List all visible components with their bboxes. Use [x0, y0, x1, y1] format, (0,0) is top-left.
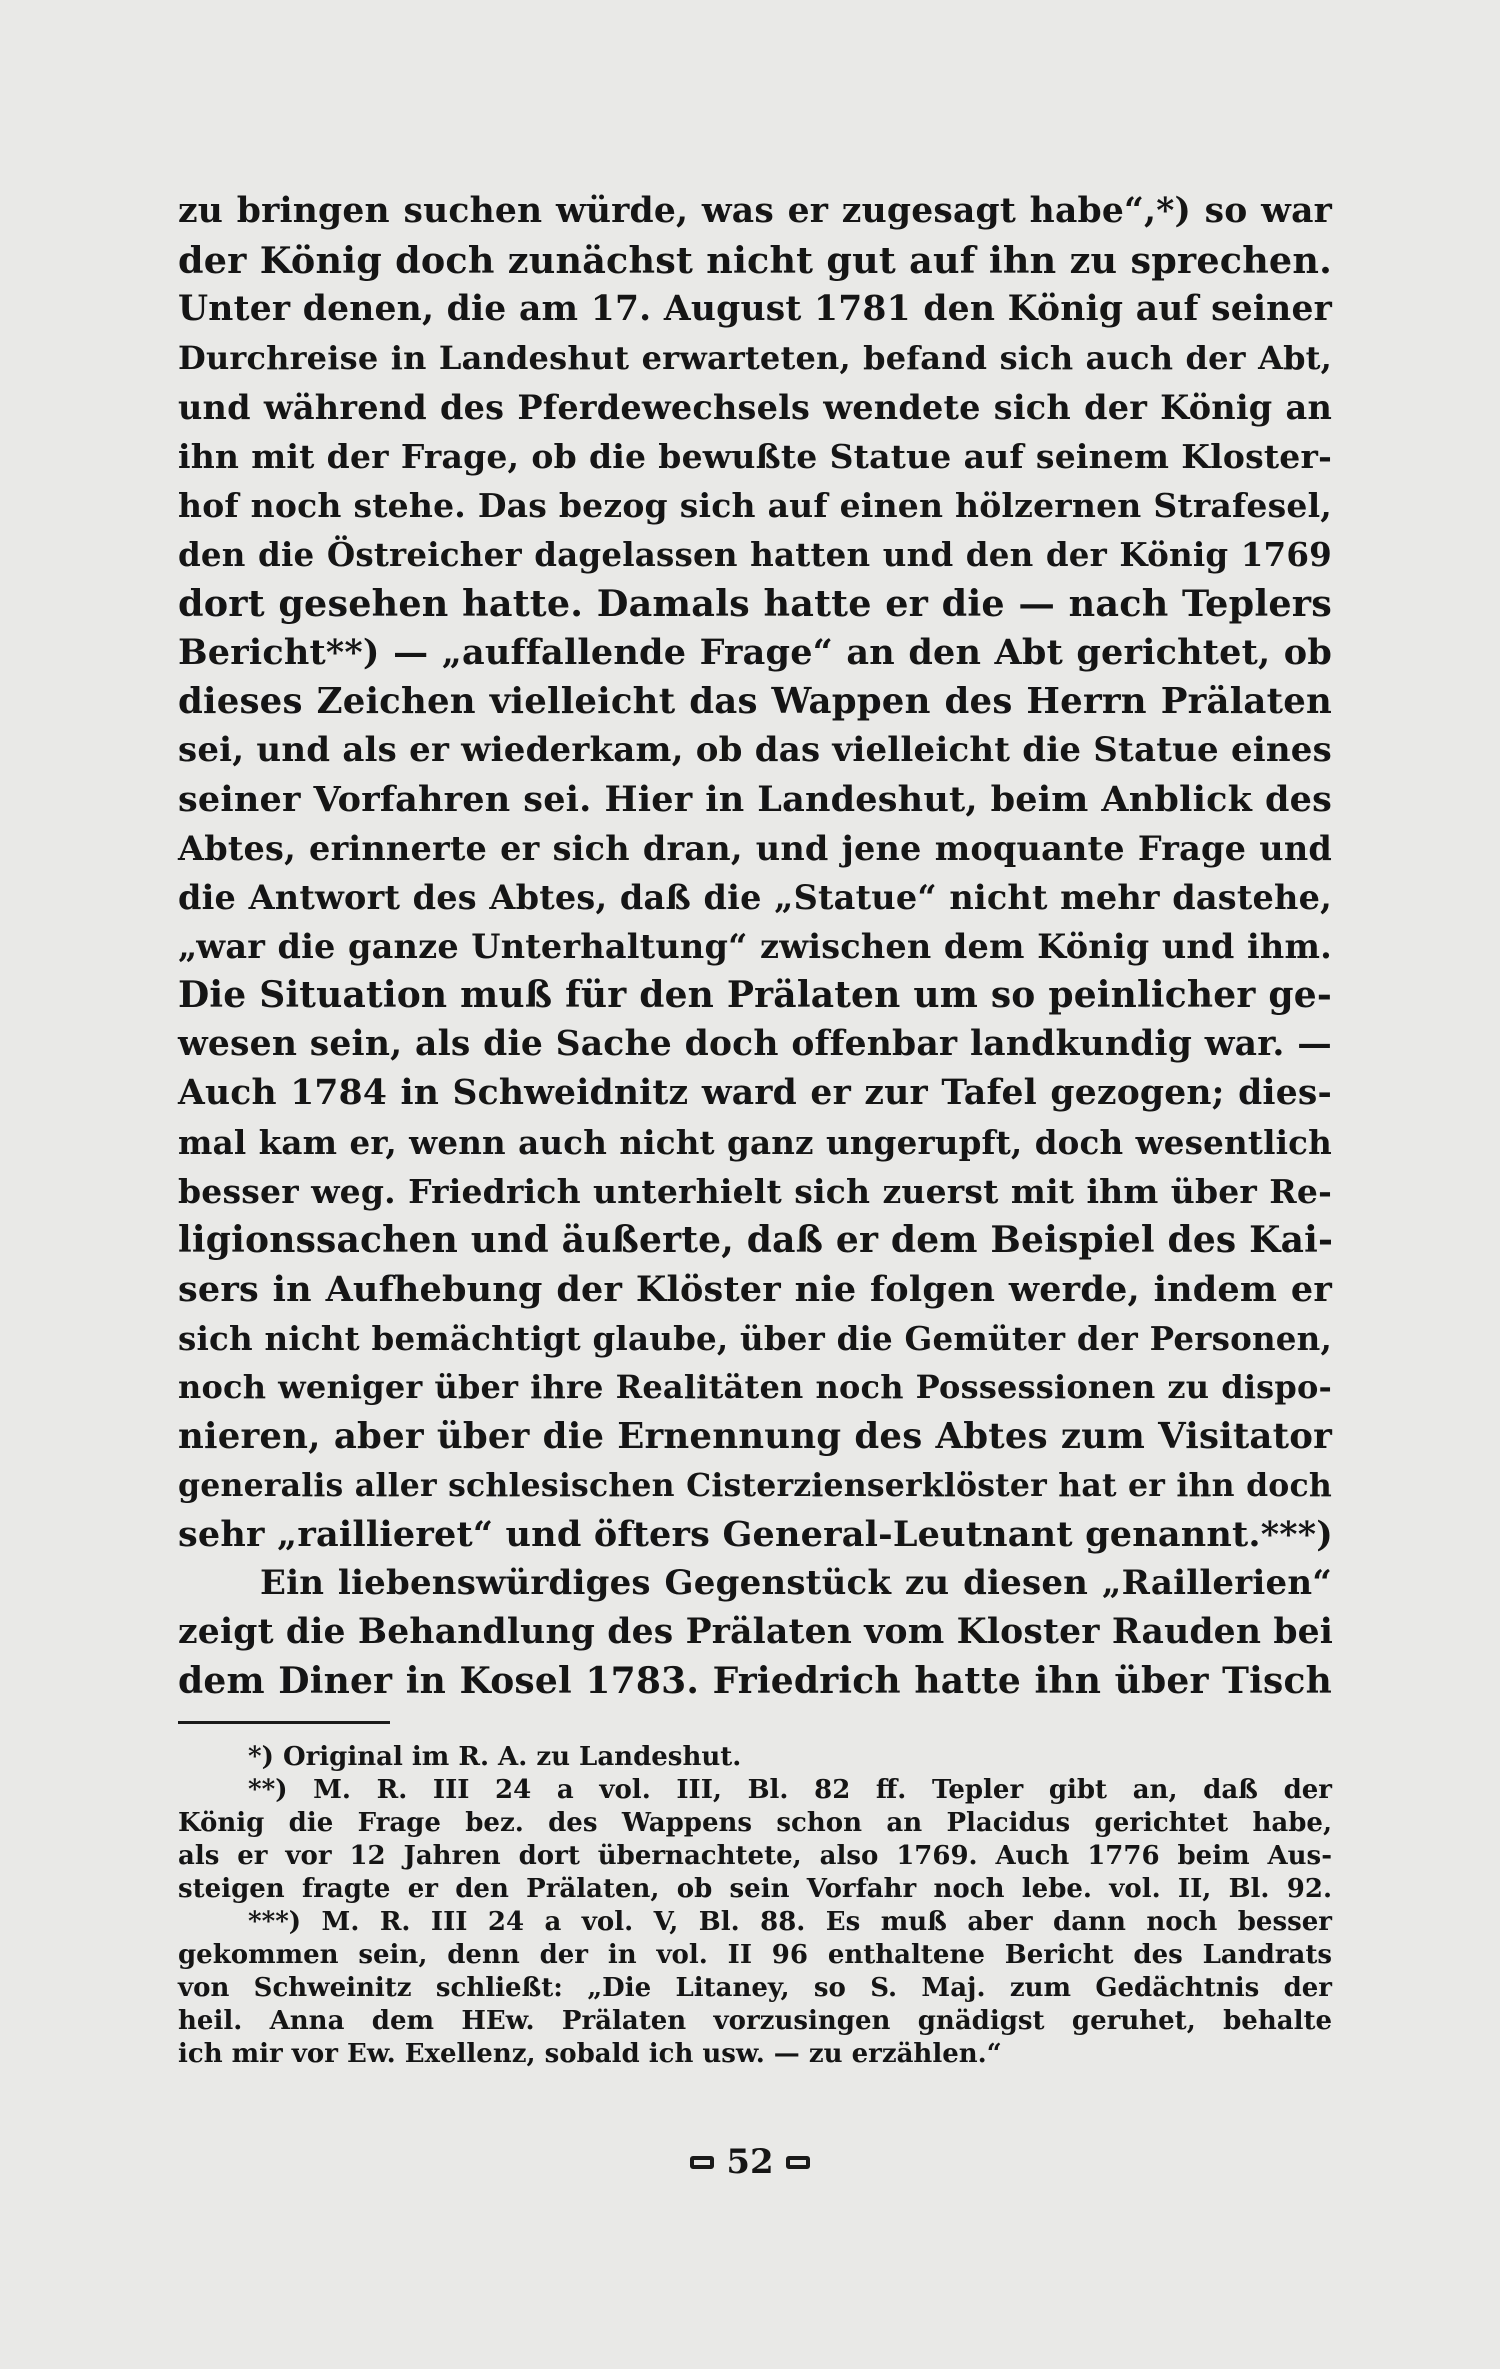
text-line: zu bringen suchen würde, was er zugesagt habe“,*) so war: [178, 191, 1332, 231]
footnote-line: von Schweinitz schließt: „Die Litaney, so S. Maj. zum Gedächtnis der: [178, 1973, 1332, 2003]
text-line: noch weniger über ihre Realitäten noch Possessionen zu dispo-: [178, 1368, 1332, 1406]
text-line: Durchreise in Landeshut erwarteten, befand sich auch der Abt,: [178, 339, 1332, 377]
text-line: besser weg. Friedrich unterhielt sich zuerst mit ihm über Re-: [178, 1172, 1332, 1211]
text-line: mal kam er, wenn auch nicht ganz ungerupft, doch wesentlich: [178, 1123, 1332, 1162]
text-line: Bericht**) — „auffallende Frage“ an den Abt gerichtet, ob: [178, 632, 1332, 673]
footnote-line: als er vor 12 Jahren dort übernachtete, also 1769. Auch 1776 beim Aus-: [178, 1841, 1332, 1871]
text-line: dem Diner in Kosel 1783. Friedrich hatte ihn über Tisch: [178, 1660, 1332, 1702]
text-line: Abtes, erinnerte er sich dran, und jene moquante Frage und: [178, 829, 1332, 868]
footnote-line: ***) M. R. III 24 a vol. V, Bl. 88. Es muß aber dann noch besser: [248, 1907, 1332, 1937]
text-line: Unter denen, die am 17. August 1781 den König auf seiner: [178, 289, 1332, 329]
text-line: den die Östreicher dagelassen hatten und den der König 1769: [178, 535, 1332, 574]
text-line: Die Situation muß für den Prälaten um so peinlicher ge-: [178, 974, 1332, 1016]
text-line: ihn mit der Frage, ob die bewußte Statue auf seinem Kloster-: [178, 437, 1332, 476]
text-line: sehr „raillieret“ und öfters General-Leutnant genannt.***): [178, 1514, 1334, 1555]
text-line: und während des Pferdewechsels wendete sich der König an: [178, 388, 1332, 427]
page-number-footer: [0, 2142, 1500, 2182]
footnote-line: steigen fragte er den Prälaten, ob sein Vorfahr noch lebe. vol. II, Bl. 92.: [178, 1874, 1332, 1904]
text-line: Auch 1784 in Schweidnitz ward er zur Tafel gezogen; dies-: [178, 1073, 1332, 1113]
text-line: wesen sein, als die Sache doch offenbar landkundig war. —: [178, 1024, 1332, 1064]
main-text-block: [178, 187, 1332, 1706]
page-number: 52: [726, 2142, 774, 2182]
text-line: dort gesehen hatte. Damals hatte er die — nach Teplers: [178, 582, 1332, 625]
footnote-line: *) Original im R. A. zu Landeshut.: [248, 1742, 742, 1772]
text-line: hof noch stehe. Das bezog sich auf einen hölzernen Strafesel,: [178, 486, 1332, 525]
text-line: zeigt die Behandlung des Prälaten vom Kloster Rauden bei: [178, 1612, 1334, 1652]
footnote-line: **) M. R. III 24 a vol. III, Bl. 82 ff. Tepler gibt an, daß der: [248, 1775, 1332, 1805]
text-line: sich nicht bemächtigt glaube, über die Gemüter der Personen,: [178, 1319, 1332, 1358]
text-line: seiner Vorfahren sei. Hier in Landeshut, beim Anblick des: [178, 779, 1332, 820]
text-line: sei, und als er wiederkam, ob das vielleicht die Statue eines: [178, 730, 1332, 770]
text-line: der König doch zunächst nicht gut auf ihn zu sprechen.: [178, 239, 1332, 282]
text-line: „war die ganze Unterhaltung“ zwischen dem König und ihm.: [178, 927, 1332, 966]
footnote-separator: [178, 1721, 390, 1724]
footnote-line: ich mir vor Ew. Exellenz, sobald ich usw. — zu erzählen.“: [178, 2039, 1002, 2069]
footnote-line: gekommen sein, denn der in vol. II 96 enthaltene Bericht des Landrats: [178, 1940, 1332, 1970]
text-line: dieses Zeichen vielleicht das Wappen des Herrn Prälaten: [178, 681, 1332, 722]
ornament-right-icon: [786, 2156, 810, 2169]
text-line: die Antwort des Abtes, daß die „Statue“ nicht mehr dastehe,: [178, 878, 1332, 917]
paragraph-start-line: Ein liebenswürdiges Gegenstück zu diesen „Raillerien“: [260, 1563, 1332, 1603]
text-line: nieren, aber über die Ernennung des Abtes zum Visitator: [178, 1416, 1332, 1457]
text-line: ligionssachen und äußerte, daß er dem Beispiel des Kai-: [178, 1219, 1334, 1261]
ornament-left-icon: [690, 2156, 714, 2169]
footnote-line: König die Frage bez. des Wappens schon an Placidus gerichtet habe,: [178, 1808, 1332, 1838]
footnotes-block: [178, 1741, 1332, 2071]
text-line: generalis aller schlesischen Cisterzienserklöster hat er ihn doch: [178, 1467, 1332, 1504]
footnote-line: heil. Anna dem HEw. Prälaten vorzusingen gnädigst geruhet, behalte: [178, 2006, 1332, 2036]
text-line: sers in Aufhebung der Klöster nie folgen werde, indem er: [178, 1269, 1332, 1310]
